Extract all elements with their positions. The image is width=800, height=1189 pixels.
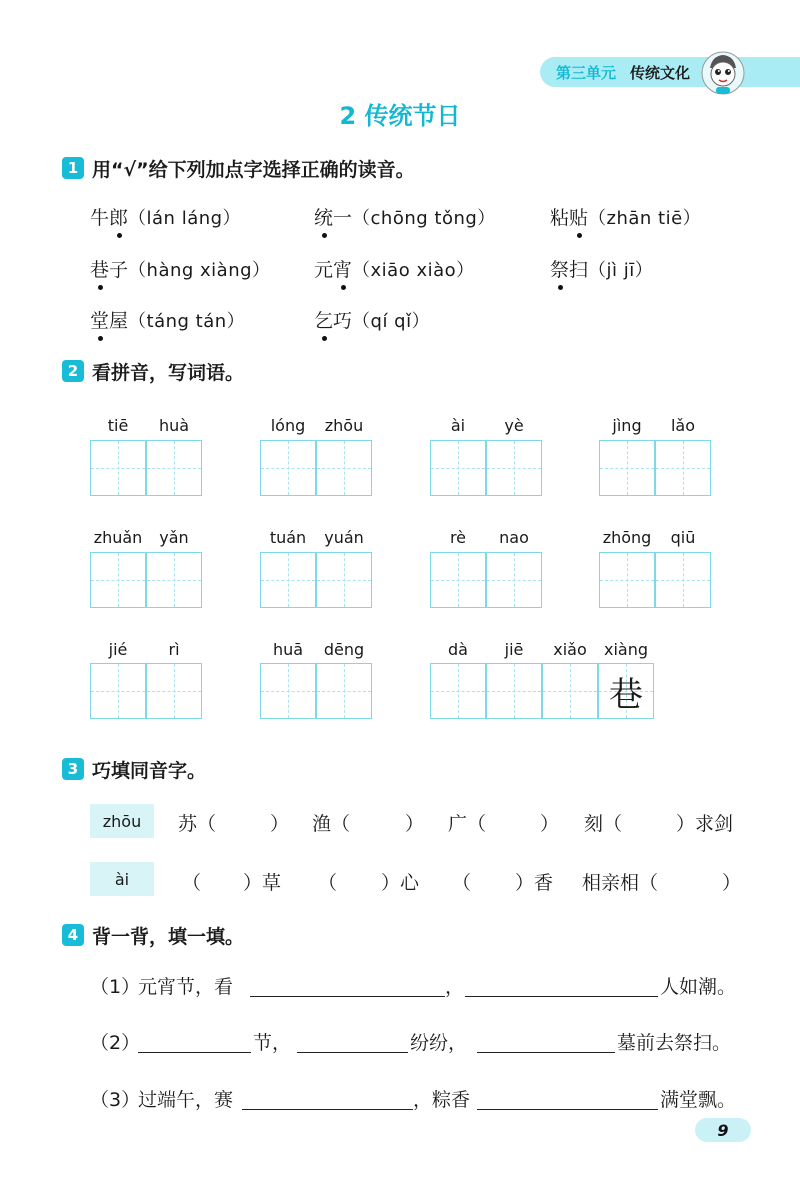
section-1-heading (62, 155, 415, 181)
pinyin-label: zhōu (324, 416, 364, 435)
pinyin-options[interactable]: （zhān tiē） (588, 208, 702, 229)
answer-blank[interactable] (138, 1052, 251, 1053)
q3-text-part: 广（ (448, 813, 487, 835)
pinyin-label: jié (108, 640, 128, 659)
q4-line-label: （3） (90, 1089, 141, 1111)
pinyin-label: dà (448, 640, 468, 659)
writing-box[interactable] (316, 663, 372, 719)
writing-box[interactable] (486, 663, 542, 719)
q4-text-part: ，粽香 (413, 1089, 471, 1111)
word-char: 粘 (550, 207, 570, 229)
pinyin-label: tuán (269, 528, 307, 547)
pinyin-label: yè (504, 416, 524, 435)
dotted-char: 郎 (109, 203, 128, 230)
pinyin-options[interactable]: （jì jī） (588, 260, 654, 281)
mascot-icon (700, 50, 746, 96)
writing-box[interactable] (260, 552, 316, 608)
q4-text-part: 元宵节，看 (138, 976, 234, 998)
answer-blank[interactable] (242, 1109, 413, 1110)
given-char: 巷 (609, 674, 643, 715)
pinyin-label: huā (272, 640, 304, 659)
pinyin-options[interactable]: （qí qǐ） (352, 311, 431, 332)
pinyin-box: zhōu (90, 804, 154, 838)
dotted-char: 宵 (333, 255, 352, 282)
emphasis-dot (322, 233, 327, 238)
pinyin-label: jiē (504, 640, 524, 659)
writing-box[interactable] (599, 440, 655, 496)
dotted-char: 堂 (90, 306, 109, 333)
writing-box[interactable] (542, 663, 598, 719)
emphasis-dot (117, 233, 122, 238)
q3-text-part: 刻（ (584, 813, 623, 835)
writing-box[interactable] (90, 663, 146, 719)
question-number-badge: 4 (62, 924, 84, 946)
pinyin-box: ài (90, 862, 154, 896)
writing-box[interactable] (655, 440, 711, 496)
q3-text-part: ） (722, 872, 742, 894)
answer-blank[interactable] (297, 1052, 408, 1053)
pinyin-label: lǎo (670, 416, 696, 435)
section-4-heading (62, 922, 244, 948)
q1-word-item (90, 306, 245, 333)
word-char: 元 (314, 259, 334, 281)
page-title: 2 传统节日 (339, 102, 461, 130)
pinyin-label: lóng (270, 416, 306, 435)
pinyin-options[interactable]: （lán láng） (128, 208, 242, 229)
writing-box[interactable] (430, 440, 486, 496)
section-4-prompt: 背一背，填一填。 (92, 925, 245, 948)
pinyin-label: xiǎo (553, 640, 587, 659)
writing-box[interactable] (486, 440, 542, 496)
word-char: 扫 (569, 259, 589, 281)
pinyin-label: ài (450, 416, 466, 435)
pinyin-options[interactable]: （táng tán） (128, 311, 246, 332)
q1-word-item (314, 255, 475, 282)
q3-text-part: ）求剑 (676, 813, 734, 835)
q1-word-item (90, 255, 271, 282)
pinyin-options[interactable]: （chōng tǒng） (352, 208, 496, 229)
q4-text-part: ， (445, 976, 465, 998)
pinyin-label: dēng (323, 640, 365, 659)
dotted-char: 乞 (314, 306, 333, 333)
section-2-heading (62, 358, 244, 384)
writing-box[interactable] (316, 552, 372, 608)
emphasis-dot (558, 285, 563, 290)
q4-line-label: （2） (90, 1032, 141, 1054)
q4-text-part: 人如潮。 (660, 976, 737, 998)
pinyin-options[interactable]: （xiāo xiào） (352, 260, 475, 281)
word-char: 巧 (333, 310, 353, 332)
q3-text-part: （ (452, 872, 472, 894)
answer-blank[interactable] (477, 1109, 658, 1110)
q4-text-part: 过端午，赛 (138, 1089, 234, 1111)
writing-box[interactable] (486, 552, 542, 608)
question-number-badge: 1 (62, 157, 84, 179)
q3-text-part: ）心 (381, 872, 420, 894)
dotted-char: 贴 (569, 203, 588, 230)
writing-box[interactable] (260, 663, 316, 719)
writing-box[interactable] (430, 663, 486, 719)
emphasis-dot (98, 336, 103, 341)
pinyin-label: zhuǎn (93, 528, 143, 547)
section-3-heading (62, 756, 206, 782)
q3-text-part: ）草 (243, 872, 282, 894)
pinyin-label: huà (158, 416, 190, 435)
q1-word-item (90, 203, 241, 230)
q3-text-part: （ (318, 872, 338, 894)
dotted-char: 祭 (550, 255, 569, 282)
q3-text-part: ）香 (515, 872, 554, 894)
q4-text-part: 纷纷， (410, 1032, 468, 1054)
q3-text-part: 渔（ (312, 813, 351, 835)
word-char: 一 (333, 207, 353, 229)
question-number-badge: 3 (62, 758, 84, 780)
emphasis-dot (98, 285, 103, 290)
topic-label: 传统文化 (630, 64, 691, 82)
q4-text-part: 满堂飘。 (660, 1089, 737, 1111)
answer-blank[interactable] (477, 1052, 615, 1053)
emphasis-dot (322, 336, 327, 341)
word-char: 屋 (109, 310, 129, 332)
q3-text-part: 苏（ (178, 813, 217, 835)
writing-box[interactable] (430, 552, 486, 608)
q4-text-part: 节， (253, 1032, 292, 1054)
q3-text-part: ） (405, 813, 425, 835)
word-char: 牛 (90, 207, 110, 229)
writing-box[interactable] (146, 440, 202, 496)
q3-text-part: ） (540, 813, 560, 835)
pinyin-label: rè (449, 528, 467, 547)
emphasis-dot (341, 285, 346, 290)
word-char: 子 (109, 259, 129, 281)
pinyin-label: rì (168, 640, 180, 659)
q3-text-part: 相亲相（ (582, 872, 659, 894)
pinyin-label: tiē (107, 416, 129, 435)
pinyin-label: jìng (612, 416, 642, 435)
writing-box[interactable] (316, 440, 372, 496)
writing-box[interactable] (655, 552, 711, 608)
dotted-char: 统 (314, 203, 333, 230)
pinyin-label: zhōng (602, 528, 652, 547)
unit-label: 第三单元 (556, 64, 617, 82)
writing-box[interactable] (146, 552, 202, 608)
q1-word-item (314, 203, 496, 230)
writing-box[interactable] (599, 552, 655, 608)
answer-blank[interactable] (250, 996, 445, 997)
answer-blank[interactable] (465, 996, 658, 997)
pinyin-label: qiū (670, 528, 696, 547)
writing-box[interactable] (146, 663, 202, 719)
dotted-char: 巷 (90, 255, 109, 282)
q1-word-item (314, 306, 430, 333)
writing-box[interactable] (90, 440, 146, 496)
writing-box[interactable] (598, 663, 654, 719)
q4-line-label: （1） (90, 976, 141, 998)
section-1-prompt: 用“√”给下列加点字选择正确的读音。 (92, 158, 415, 181)
writing-box[interactable] (90, 552, 146, 608)
q4-text-part: 墓前去祭扫。 (617, 1032, 732, 1054)
page-number: 9 (695, 1118, 751, 1142)
writing-box[interactable] (260, 440, 316, 496)
q1-word-item (550, 255, 653, 282)
pinyin-options[interactable]: （hàng xiàng） (128, 260, 271, 281)
pinyin-label: yǎn (159, 528, 189, 547)
q3-text-part: （ (182, 872, 202, 894)
section-3-prompt: 巧填同音字。 (92, 759, 207, 782)
q1-word-item (550, 203, 701, 230)
emphasis-dot (577, 233, 582, 238)
q3-text-part: ） (270, 813, 290, 835)
pinyin-label: xiàng (603, 640, 648, 659)
pinyin-label: yuán (324, 528, 364, 547)
section-2-prompt: 看拼音，写词语。 (92, 361, 245, 384)
question-number-badge: 2 (62, 360, 84, 382)
pinyin-label: nao (499, 528, 529, 547)
